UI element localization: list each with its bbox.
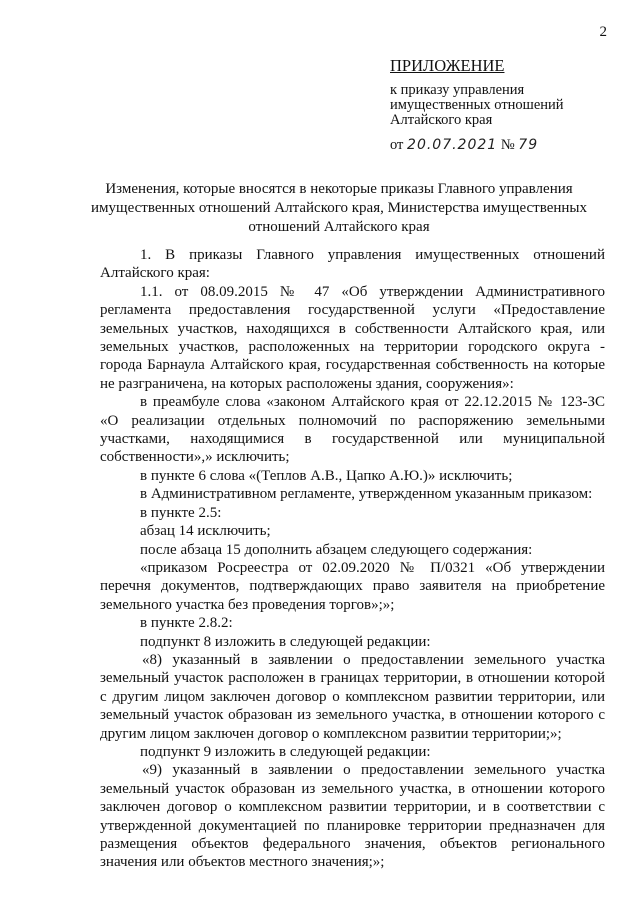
handwritten-number: 79 — [518, 137, 539, 153]
handwritten-date: 20.07.2021 — [407, 137, 498, 153]
paragraph: «приказом Росреестра от 02.09.2020 № П/0321 «Об утверждении перечня документов, подтверждающих право заявителя на приобретение земельного участка без проведения торгов»;»; — [100, 559, 605, 613]
paragraph: в Административном регламенте, утвержденном указанным приказом: — [140, 486, 593, 503]
paragraph: подпункт 9 изложить в следующей редакции: — [140, 743, 431, 760]
document-title: Изменения, которые вносятся в некоторые приказы Главного управления имущественных отношений Алтайского края, Министерства имущественных отношений Алтайского края — [91, 181, 587, 235]
appendix-line-2: имущественных отношений — [390, 97, 564, 113]
paragraph: 1.1. от 08.09.2015 № 47 «Об утверждении Административного регламента предоставления государственной услуги «Предоставление земельных участков, находящихся в собственности Алтайского края, или земельных участков, расположенных на территории городского округа - города Барнаула Алтайского края, государственная собственность на которые не разграничена, на которых расположены здания, сооружения»: — [100, 283, 605, 392]
paragraph: в преамбуле слова «законом Алтайского края от 22.12.2015 № 123-ЗС «О реализации отдельных полномочий по распоряжению земельными участками, находящимися в государственной или муниципальной собственности»,» исключить; — [100, 394, 605, 466]
paragraph: в пункте 2.5: — [140, 504, 222, 521]
paragraph: в пункте 6 слова «(Теплов А.В., Цапко А.Ю.)» исключить; — [140, 467, 513, 484]
page-number: 2 — [599, 24, 607, 40]
paragraph: абзац 14 исключить; — [140, 523, 271, 540]
date-prefix: от — [390, 137, 404, 153]
appendix-date-line — [390, 138, 564, 153]
paragraph: 1. В приказы Главного управления имущественных отношений Алтайского края: — [100, 247, 605, 282]
paragraph: подпункт 8 изложить в следующей редакции: — [140, 633, 431, 650]
paragraph: «9) указанный в заявлении о предоставлении земельного участка земельный участок образован из земельного участка, в отношении которого заключен договор о комплексном развитии территории, и в соответствии с утвержденной документацией по планировке территории предназначен для размещения объектов федерального значения, объектов регионального значения или объектов местного значения;»; — [100, 762, 605, 871]
appendix-heading: ПРИЛОЖЕНИЕ — [390, 56, 505, 75]
document-body — [100, 246, 605, 872]
appendix-line-3: Алтайского края — [390, 112, 493, 128]
appendix-block — [390, 58, 564, 153]
appendix-line-1: к приказу управления — [390, 82, 525, 98]
paragraph: «8) указанный в заявлении о предоставлении земельного участка земельный участок расположен в границах территории, в отношении которой с другим лицом заключен договор о комплексном развитии территории, или земельный участок образован из земельного участка, в отношении которого с другим лицом заключен договор о комплексном развитии территории;»; — [100, 651, 605, 742]
number-label: № — [500, 137, 515, 153]
paragraph: после абзаца 15 дополнить абзацем следующего содержания: — [140, 541, 533, 558]
paragraph: в пункте 2.8.2: — [140, 615, 233, 632]
